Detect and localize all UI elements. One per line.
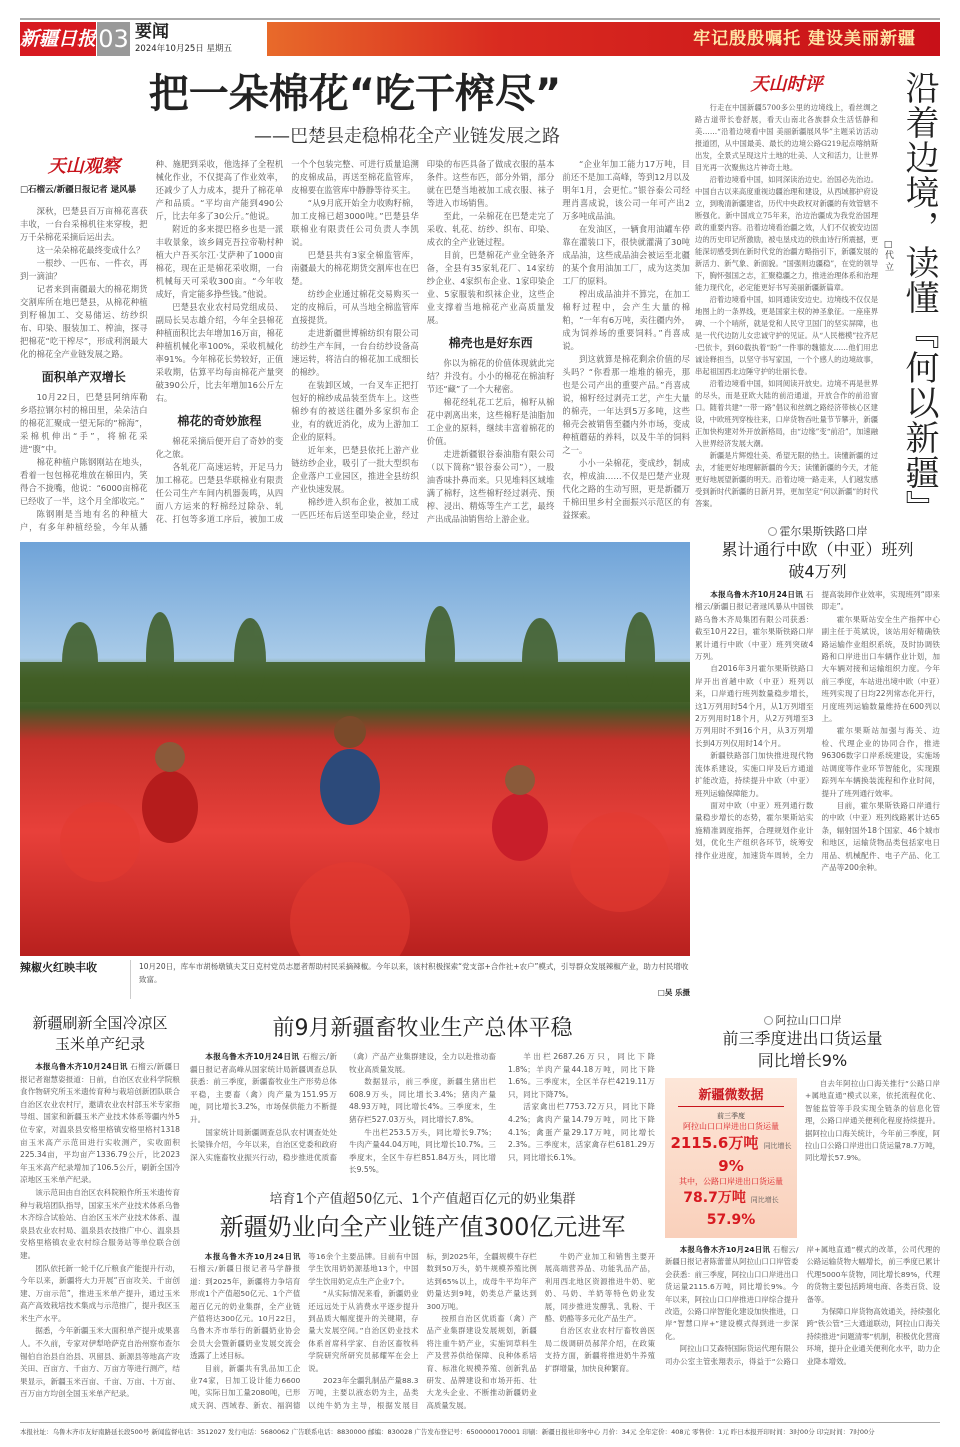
commentary-title-box	[882, 70, 940, 525]
photo-illustration	[20, 542, 690, 956]
paragraph: 一根纱、一匹布、一件衣，再到一滴油？	[20, 258, 148, 281]
paragraph: 新疆铁路部门加快推进现代物流体系建设，实施口岸及后方通道扩能改造，持续提升中欧（中亚）班列运输保障能力。	[695, 751, 814, 798]
paragraph: 走进新疆世博棉纺织有限公司纺纱生产车间，一台台纺纱设备高速运转，将洁白的棉花加工成细长的棉纱。	[291, 328, 419, 377]
micro-data-label-2: 其中，公路口岸进出口货运量	[679, 1177, 783, 1186]
paragraph: 自去年阿拉山口海关推行“公路口岸+属地直通”模式以来，依托流程优化、智能监管等手段实现全链条的信息化管理，公路口岸通关便利化程度持续提升。据阿拉山口海关统计，今年前三季度，阿拉山口公路口岸进出口货运量78.7万吨，同比增长57.9%。	[805, 1079, 940, 1163]
dairy-kicker: 培育1个产值超50亿元、1个产值超百亿元的奶业集群	[269, 1191, 576, 1207]
paragraph: 新疆是片辉煌壮美、希望无限的热土。读懂新疆的过去，才能更好地理解新疆的今天；读懂新疆的今天，才能更好地展望新疆的明天。沿着边境一路走来，人们越发感受到新时代新疆的日新月异，更加坚定“何以新疆”的时代答案。	[695, 451, 878, 508]
paragraph: 霍尔果斯站安全生产指挥中心副主任于英斌说，该站用好精确铁路运输作业组织系统，及时协调铁路和口岸进出口车辆作业计划，加大车辆对接和运输组织力度。今年前三季度，车站进出境中欧（中亚）班列实现了日均22列常态化开行，月度班列运输数量维持在600列以上。	[821, 614, 940, 724]
paragraph: 各轧花厂高速运转，开足马力加工棉花。巴楚县华联棉业有限责任公司生产车间内机器轰鸣，从四面八方运来的籽棉经过除杂、轧花、打包等多道工序后，被加工成一个个包装完整、可进行质量追溯的皮棉成品，再送至棉花监管库，皮棉要在监管库中静静等待买主。	[155, 159, 419, 524]
issue-date: 2024年10月25日 星期五	[135, 44, 232, 54]
commentary-body	[695, 102, 878, 510]
lead-subheadline: ——巴楚县走稳棉花全产业链发展之路	[254, 126, 560, 147]
livestock-article	[190, 1013, 655, 1177]
commentary-text	[695, 70, 878, 510]
paragraph: 阿拉山口艾森特国际货运代理有限公司办公室主管张翔表示，得益于“公路口岸+属地直通”模式的改革，公司代理的公路运输货物大幅增长，前三季度已累计代理5000车货物，同比增长89%，代理的货物主要包括跨境电商、各类百货、设备等。	[665, 1245, 940, 1366]
paragraph: 霍尔果斯站加强与海关、边检、代理企业的协同合作，推进96306数字口岸系统建设，实施场站调度等作业环节智能化，实现跟踪列车车辆换装流程和作业时间，提升了班列通行效率。	[821, 726, 940, 798]
paragraph: 目前，巴楚棉花产业全链条齐备，全县有35家轧花厂、14家纺纱企业、4家织布企业、1家印染企业、5家服装和织袜企业，这些企业支撑着当地棉花产业高质量发展。	[426, 250, 555, 325]
location-icon	[764, 1016, 773, 1025]
paragraph: 牛出栏253.5万头，同比增长9.7%；牛肉产量44.04万吨，同比增长10.7%。三季度末，全区牛存栏851.84万头，同比增长9.5%。	[349, 1127, 496, 1175]
alashankou-body	[665, 1244, 940, 1368]
paragraph: 这一朵朵棉花最终变成什么？	[36, 245, 145, 255]
paragraph: 目前，霍尔果斯铁路口岸通行的中欧（中亚）班列线路累计达65条，辐射国外18个国家、46个城市和地区，运输货物品类包括家电日用品、机械配件、电子产品、化工产品等200余种。	[821, 800, 940, 872]
lead-headline: 把一朵棉花“吃干榨尽”	[148, 71, 562, 117]
corn-dateline: 本报乌鲁木齐10月24日讯	[35, 1062, 128, 1071]
khorgos-headline-1: 累计通行中欧（中亚）班列	[721, 540, 914, 559]
paragraph: 榨出成品油并不算完，在加工棉籽过程中，会产生大量的棉粕，“一年有6万吨，卖往疆内外，成为饲养场的重要饲料。”肖喜成说。	[562, 289, 690, 351]
corn-headline-2: 玉米单产纪录	[54, 1035, 145, 1053]
paragraph: 该示范田由自治区农科院粮作所玉米遗传育种与栽培团队指导，国家玉米产业技术体系乌鲁木齐综合试验站、自治区玉米产业技术体系、温泉县农业农村局、温泉县农技推广中心、温泉县安格里格镇农业农村综合服务站等单位联合创建。	[20, 1187, 180, 1260]
paragraph: 沿着边境看中国，如同阅读开放史。边境不再是世界的尽头，而是亚欧大陆的前沿通道，开放合作的前沿窗口。随着共建“一带一路”倡议和丝绸之路经济带核心区建设，中欧班列穿梭往来，口岸货物吞吐量节节攀升，新疆正加快构建对外开放新格局，由“边缘”变“前沿”，加速融入世界经济发展大潮。	[695, 379, 878, 448]
paragraph: 走进新疆银谷泰油脂有限公司（以下简称“银谷泰公司”），一股油香味扑鼻而来。只见堆料区域堆满了棉籽，这些棉籽经过剥壳、预榨、浸出、精炼等生产工艺，最终产出成品油销售给上游企业。	[426, 449, 555, 524]
paragraph: 近年来，巴楚县依托上游产业链纺纱企业，吸引了一批大型织布企业落户工业园区，推进全县纺织产业快速发展。	[291, 445, 419, 494]
paragraph: 到这就算是棉花剩余价值的尽头吗？“你看那一堆堆的棉壳，那也是公司产出的重要产品。”肖喜成说，棉籽经过剥壳工艺，产生大量的棉壳，一年达到5万多吨，这些棉壳会被销售至疆内外市场，变成种植蘑菇的养料，以及牛羊的饲料之一。	[562, 354, 690, 455]
dairy-headline: 新疆奶业向全产业链产值300亿元进军	[219, 1212, 626, 1241]
livestock-headline: 前9月新疆畜牧业生产总体平稳	[272, 1016, 573, 1041]
paragraph: 小小一朵棉花，变成纱，制成衣，榨成油……不仅是巴楚产业现代化之路的生动写照，更是新疆万千棉田里乡村全面振兴示范区的有益探索。	[562, 458, 690, 520]
paragraph: 棉花经轧花工艺后，棉籽从棉花中剥离出来，这些棉籽是油脂加工企业的原料，继续丰富着棉花的价值。	[426, 397, 555, 446]
paragraph: 团队依托新一轮千亿斤粮食产能提升行动，今年以来，新疆将大力开展“百亩攻关、千亩创建、万亩示范”，推进玉米单产提升，通过玉米高产高效栽培技术集成与示范推广，提升我区玉米生产水平。	[20, 1263, 180, 1323]
khorgos-body	[695, 589, 940, 874]
photo-caption: 10月20日，库车市胡杨墩镇夫艾日克村党员志愿者帮助村民采摘辣椒。今年以来，该村积极探索“党支部+合作社+农户”模式，引导群众发展辣椒产业，助力村民增收致富。 □吴 乐摄	[130, 960, 690, 999]
paragraph: 石榴云/新疆日报记者高峰从国家统计局新疆调查总队获悉：前三季度，新疆畜牧业生产形势总体平稳，主要畜（禽）肉产量为151.95万吨，同比增长3.2%，市场保供能力不断提升。	[190, 1052, 338, 1124]
middle-column	[190, 1013, 655, 1412]
page-header	[20, 22, 940, 56]
section-box	[131, 22, 266, 56]
paragraph: 为保障口岸货物高效通关，持续强化跨“铁公管”三大通道联动，阿拉山口海关持续推进“问题清零”机制，积极优化营商环境，提升企业通关便利化水平，助力企业降本增效。	[806, 1307, 940, 1366]
column-logo-tianshan-observe: 天山观察	[47, 156, 120, 177]
paragraph: 记者来到南疆最大的棉花期货交割库所在地巴楚县，从棉花种植到籽棉加工、交易储运、纺纱织布、印染、服装加工、榨油，探寻把棉花“吃干榨尽”，形成利润最大化的棉花全产业链发展之路。	[20, 284, 148, 359]
dairy-article	[190, 1191, 655, 1412]
alashankou-top-row	[665, 1078, 940, 1238]
paragraph: 石榴云/新疆日报记者逯风暴从中国铁路乌鲁木齐局集团有限公司获悉：截至10月22日，霍尔果斯铁路口岸累计通行中欧（中亚）班列突破4万列。	[695, 590, 814, 662]
paragraph: “企业年加工能力17万吨，目前还不是加工高峰，等到12月以及明年1月，会更忙。”银谷泰公司经理肖喜成说，该公司一年可产出2万多吨成品油。	[562, 159, 690, 221]
livestock-dateline: 本报乌鲁木齐10月24日讯	[205, 1052, 300, 1061]
farmer-figures	[142, 716, 548, 861]
alashankou-headline-1: 前三季度进出口货运量	[722, 1029, 883, 1048]
corn-headline-1: 新疆刷新全国冷凉区	[32, 1014, 168, 1032]
section-name: 要闻	[135, 22, 169, 42]
slogan-banner	[267, 22, 940, 56]
paragraph: 数据显示，前三季度，新疆生猪出栏608.9万头，同比增长3.4%；猪肉产量48.93万吨，同比增长4%。三季度末，生猪存栏527.03万头，同比增长7.8%。	[349, 1077, 496, 1124]
masthead-logo: 新疆日报	[20, 22, 96, 56]
paragraph: 石榴云/新疆日报记者谢慧姿报道：日前，自治区农业科学院粮食作物研究所玉米遗传育种与栽培创新团队联合自治区农业农村厅，邀请农业农村部玉米专家指导组、国家和新疆玉米产业技术体系等疆内外5位专家，对温泉县安格里格镇安格里格村1318亩玉米高产示范田进行实收测产，实收面积225.34亩，平均亩产1336.79公斤，比2023年玉米高产纪录增加了106.5公斤，刷新全国冷凉地区玉米单产纪录。	[20, 1062, 180, 1185]
micro-data-label-1: 阿拉山口口岸进出口货运量	[683, 1122, 779, 1131]
micro-data-value-1: 2115.6万吨 同比增长9%	[670, 1134, 792, 1175]
paragraph: 你以为棉花的价值体现就此完结？并没有。小小的棉花在棉油籽节还“藏”了一个大秘密。	[426, 358, 555, 394]
corn-body	[20, 1061, 180, 1401]
page-number: 03	[97, 22, 130, 56]
news-photo-chili-harvest	[20, 542, 690, 956]
commentary	[695, 70, 940, 525]
alashankou-body-top	[805, 1078, 940, 1238]
alashankou-headline-2: 同比增长9%	[757, 1051, 848, 1070]
photo-credit: □吴 乐摄	[657, 988, 690, 997]
paragraph: 石榴云/新疆日报记者马学静报道：到2025年，新疆将力争培育形成1个产值超50亿元、1个产值超百亿元的奶业集群，全产业链产值将达300亿元。10月22日，乌鲁木齐市举行的新疆奶业协会会员大会暨新疆奶业发展交流会透露了上述目标。	[190, 1264, 301, 1361]
paragraph: 沿着边境看中国，如同通读安边史。边境线不仅仅是地图上的一条界线，更是国家主权的神圣象征。一座座界碑、一个个哨所，就是党和人民守卫国门的坚实屏障，也是一代代边防儿女忠诚守护的见证。从“人民楷模”拉齐尼·巴依卡，到60载执着“盼”一件事的魏德友……他们用忠诚诠释担当，以坚守书写家国，一个个感人的边境故事，串起祖国西北边陲守护的壮丽长卷。	[695, 295, 878, 376]
corn-article	[20, 1013, 180, 1412]
micro-data-box	[665, 1078, 797, 1238]
alashankou-kicker: 阿拉山口口岸	[665, 1013, 940, 1028]
paragraph: 棉花种植户陈钢刚站在地头，看着一包包棉花堆放在棉田内，笑得合不拢嘴，他说：“6000亩棉花已经收了一半，这个月全部收完。”	[20, 457, 148, 506]
top-rule	[20, 18, 940, 20]
paragraph: “从9月底开始全力收购籽棉，加工皮棉已超3000吨。”巴楚县华联棉业有限责任公司负责人李凯说。	[291, 198, 419, 247]
lower-section	[20, 1013, 940, 1412]
paragraph: 按照自治区优质畜（禽）产品产业集群建设发展规划，新疆将注重牛奶产业，实施饲草料生产及营养供给保障、良种体系培育、标准化规模养殖、创新乳品研发、品牌建设和市场开拓、壮大龙头企业、不断推动新疆奶业高质量发展。	[426, 1313, 537, 1410]
paragraph: 自治区农业农村厅畜牧兽医局二级调研员郝萍介绍，在政策支持方面，新疆将推进奶牛养殖扩群增量，加快良种繁育。	[544, 1326, 655, 1373]
lead-column	[20, 70, 690, 999]
paragraph: 纺纱企业通过棉花交易购买一定的皮棉后，可从当地全棉监管库直接提货。	[291, 289, 419, 325]
section-heading: 面积单产双增长	[41, 370, 126, 384]
paragraph-text: 石榴云/新疆日报记者陈蕾蕾从阿拉山口口岸管委会获悉：前三季度，阿拉山口口岸进出口货运量2115.6万吨，同比增长9%。今年以来，阿拉山口口岸推进口岸综合提升改造，公路口岸智能化建设加快推进，口岸“智慧口岸+”建设模式得到进一步深化。	[665, 1245, 799, 1341]
khorgos-headline-2: 破4万列	[788, 562, 847, 581]
micro-data-period: 前三季度	[717, 1112, 745, 1120]
paragraph: 陈钢刚是当地有名的种植大户，有多年种植经验，今年从播种、施肥到采收，他选择了全程机械化作业，不仅提高了作业效率，还减少了人力成本，提升了棉花单产和品质。“平均亩产能到490公斤，比去年多了30公斤。”他说。	[20, 159, 284, 532]
paragraph: 棉纱进入织布企业，被加工成一匹匹坯布后送至印染企业，经过印染的布匹具备了做成衣服的基本条件。这些布匹，部分外销，部分就在巴楚当地被加工成衣服、袜子等进入市场销售。	[291, 159, 555, 520]
paragraph: 羊出栏2687.26万只，同比下降1.8%；羊肉产量44.18万吨，同比下降1.6%。三季度末，全区羊存栏4219.11万只，同比下降7%。	[508, 1052, 655, 1099]
slogan-text: 牢记殷殷嘱托 建设美丽新疆	[693, 29, 916, 49]
footer-imprint: 本报社址：乌鲁木齐市友好南路延长段500号 新闻监督电话：3512027 发行电话：5680062 广告联系电话：8830000 邮编：830028 广告发布登记号：6500000170001 印刷：新疆日报社印务中心 月价：34元 全年定价：408元 零售价：1元 昨日本报开印时间：3时00分 印完时间：7时00分	[20, 1422, 940, 1437]
micro-data-value-2: 78.7万吨 同比增长57.9%	[683, 1190, 779, 1228]
commentary-author: □代 立	[883, 240, 893, 271]
right-column	[695, 70, 940, 999]
paragraph: 巴楚县共有3家全棉监管库，南疆最大的棉花期货交割库也在巴楚。	[291, 250, 419, 286]
khorgos-article	[695, 524, 940, 874]
livestock-body	[190, 1051, 655, 1177]
micro-data-title: 新疆微数据	[678, 1084, 784, 1107]
dairy-body	[190, 1251, 655, 1412]
paragraph: “从实际情况来看，新疆奶业还远远处于从消费水平逐步提升到品质大幅度提升的关键期，存量大发展空间。”自治区奶业技术体系首席科学家、自治区畜牧科学院研究所研究员郝耀军在会上说。	[308, 1289, 419, 1373]
paragraph: 2023年全疆乳制品产量88.3万吨，主要以液态奶为主，品类以纯牛奶为主导，根据发展目标，到2025年，全疆规模牛存栏数到50万头，奶牛规模养殖比例达到65%以上，成母牛平均年产奶量达到9吨，奶类总产量达到300万吨。	[308, 1251, 537, 1410]
paragraph: 棉花采摘后便开启了奇妙的变化之旅。	[155, 436, 284, 459]
paragraph: 活家禽出栏7753.72万只，同比下降4.2%；禽肉产量14.79万吨，同比下降4.1%；禽蛋产量29.17万吨，同比增长2.3%。三季度末，活家禽存栏6181.29万只，同比增长6.1%。	[508, 1102, 655, 1162]
khorgos-kicker: 霍尔果斯铁路口岸	[695, 524, 940, 539]
location-icon	[768, 527, 777, 536]
paragraph: 据悉，今年新疆玉米大面积单产提升成果喜人。不久前，专家对伊犁哈萨克自治州察布查尔锡伯自治县自治县、巩留县、新源县等地高产攻关田、百亩方、千亩方、万亩方等进行测产，结果显示，新疆玉米百亩、千亩、万亩、十万亩、百万亩方均创全国玉米单产纪录。	[20, 1326, 180, 1399]
paragraph	[665, 1244, 799, 1343]
alashankou-dateline: 本报乌鲁木齐10月24日讯	[679, 1245, 771, 1254]
paragraph: 深秋，巴楚县百万亩棉花喜获丰收，一台台采棉机往来穿梭，把万千朵棉花采摘后运出去。	[20, 206, 148, 242]
paragraph: 在装卸区域，一台叉车正把打包好的棉纱成品装至货车上。这些棉纱有的被送往疆外多家织布企业，有的就近消化，成为上游加工企业的原料。	[291, 380, 419, 442]
paragraph: 沿着边境看中国，如同深读治边史。治国必先治边。中国自古以来高度重视边疆治理和建设，从西域都护府设立，到晚清新疆建省，历代中央政权对新疆的有效管辖不断强化。新中国成立75年来，治边治疆成为我党治国理政的重要内容。沿着边境看治疆之效，人们不仅被安边固边的历史印记所激励，被屯垦戍边的铁血诗行所震撼，更能深切感受到在新时代党的治疆方略指引下，新疆发展的新活力、新气象、新面貌。“国强则边疆稳”，在党的领导下，胸怀强国之志，汇聚稳疆之力，推进治理体系和治理能力现代化，必定能更好书写美丽新疆新篇章。	[695, 175, 878, 292]
paragraph: 在发油区，一辆食用油罐车停靠在灌装口下，很快就灌满了30吨成品油，这些成品油会被运至北疆的某个食用油加工厂，成为这类加工厂的原料。	[562, 224, 690, 286]
lead-article	[20, 158, 690, 534]
paragraph: 至此，一朵棉花在巴楚走完了采收、轧花、纺纱、织布、印染、成衣的全产业链过程。	[426, 211, 555, 247]
column-logo-tianshan-comment: 天山时评	[750, 74, 823, 95]
section-heading: 棉花的奇妙旅程	[177, 414, 262, 428]
paragraph: 面对中欧（中亚）班列通行数量稳步增长的态势，霍尔果斯站实施精准调度指挥，合理规划作业计划，优化生产组织各环节，统筹安排作业进度，加速货车周转，全力提高装卸作业效率，实现班列“即来即走”。	[695, 590, 940, 860]
paragraph: 10月22日，巴楚县阿纳库勒乡塔拉钢尔村的棉田里，朵朵洁白的棉花汇聚成一望无际的“棉海”，采棉机伸出“手”，将棉花采进“腹”中。	[20, 392, 148, 454]
paragraph: 目前，新疆共有乳品加工企业74家，日加工设计能力6600吨，实际日加工量2080吨，已形成天润、西域春、新农、福润德等16余个主要品牌。目前有中国学生饮用奶奶源基地13个，中国学生饮用奶定点生产企业7个。	[190, 1251, 419, 1410]
photo-caption-title: 辣椒火红映丰收	[20, 961, 97, 974]
paragraph: 自2016年3月霍尔果斯铁路口岸开出首趟中欧（中亚）班列以来，口岸通行班列数量稳步增长，这1万列用时54个月，从1万列增至2万列用时18个月，从2万列增至3万列用时不到16个月，从3万列增长到4万列仅用时14个月。	[695, 664, 814, 748]
khorgos-dateline: 本报乌鲁木齐10月24日讯	[710, 590, 804, 599]
upper-section	[20, 70, 940, 999]
paragraph: 国家统计局新疆调查总队农村调查处处长梁锋介绍，今年以来，自治区党委和政府深入实施畜牧业振兴行动，稳步推进优质畜（禽）产品产业集群建设，全力以赴推动畜牧业高质量发展。	[190, 1052, 496, 1162]
dairy-dateline: 本报乌鲁木齐10月24日讯	[204, 1251, 301, 1261]
photo-caption-row	[20, 960, 690, 999]
paragraph: 行走在中国新疆5700多公里的边境线上，看丝绸之路古道带长卷舒展，看天山南北各族群众生活恬静和美……“沿着边境看中国 美丽新疆展风华”主题采访活动报道团，从中国最美、最长的边境公路G219起点喀纳斯出发，全景式呈现这片土地的壮美、人文和活力，让世界目光再一次聚焦这片神奇土地。	[695, 103, 878, 172]
commentary-title: 沿着边境，读懂『何以新疆』	[899, 70, 939, 525]
paragraph: 牛奶产业加工和销售主要开展高端营养品、功能乳品产品，利用西北地区资源推进牛奶、驼奶、马奶、羊奶等特色奶业发展，同步推进发酵乳、乳粉、干酪、奶酪等多元化产品生产。	[544, 1251, 655, 1323]
lead-byline: □石榴云/新疆日报记者 逯风暴	[20, 185, 137, 195]
paragraph: 附近的多来提巴格乡也是一派丰收景象，该乡阔克吾拉帝勒村种植大户吾买尔江·艾萨种了1000亩棉花，现在正是棉花采收期，一台机械每天可采收300亩。“今年收成好，肯定能多挣些钱。”他说。	[155, 224, 284, 299]
paragraph: 巴楚县农业农村局党组成员、副局长吴志雄介绍，今年全县棉花种植面积比去年增加16万亩，棉花种植机械化率100%，采收机械化率91%。今年棉花长势较好，正值采收期，估算平均每亩棉花产量突破390公斤，比去年增加16公斤左右。	[155, 302, 284, 403]
alashankou-article	[665, 1013, 940, 1412]
section-heading: 棉壳也是好东西	[448, 336, 533, 350]
